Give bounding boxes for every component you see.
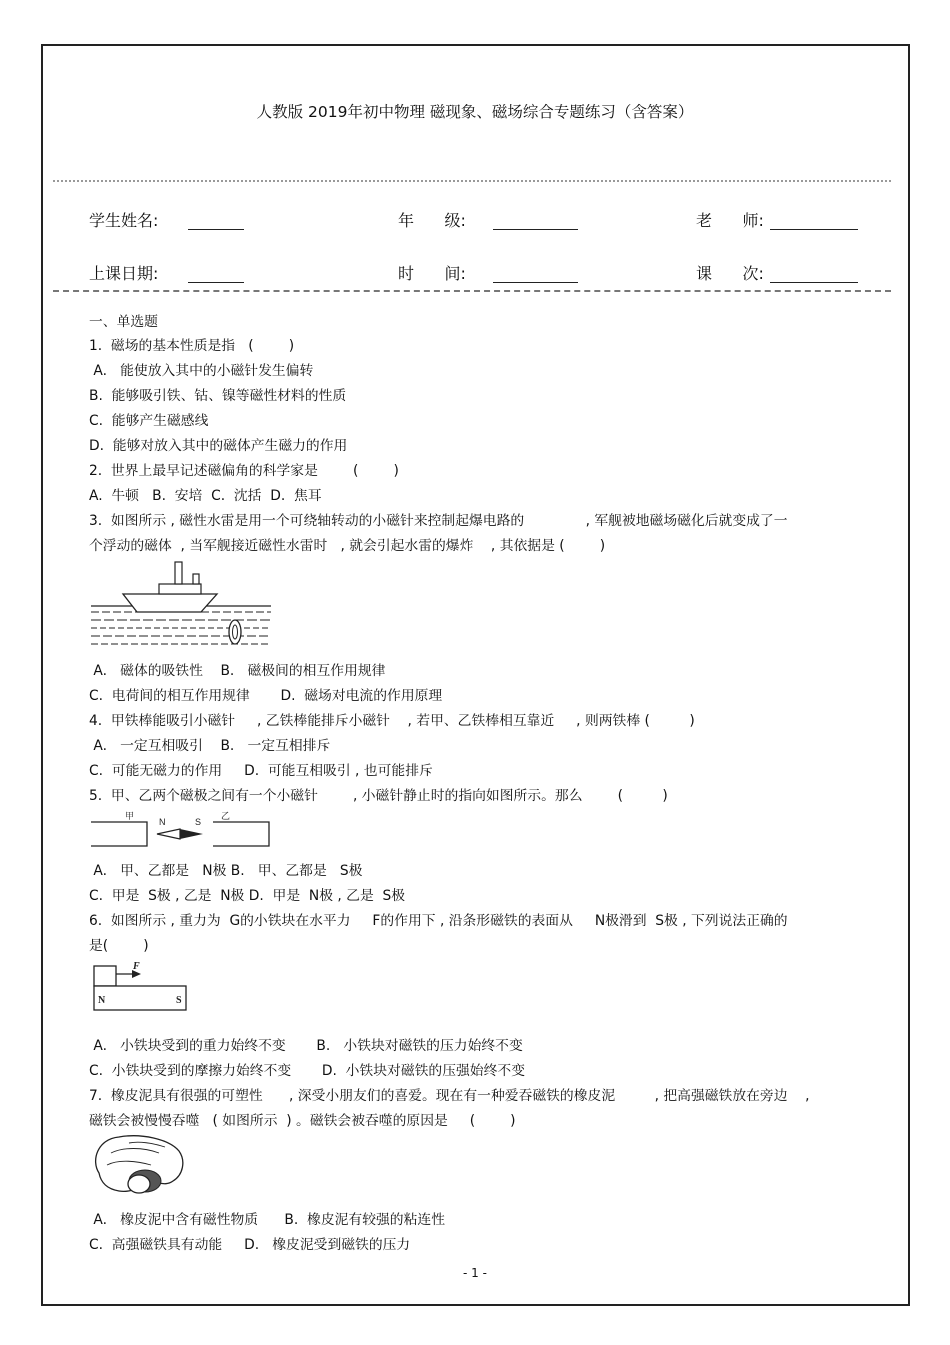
q3-options-row-1: A. 磁体的吸铁性 B. 磁极间的相互作用规律 [89, 663, 386, 679]
bar-magnet-figure [89, 960, 194, 1015]
question-1: 1. 磁场的基本性质是指 ( ) [89, 338, 295, 354]
dotted-divider [53, 180, 891, 182]
page-title: 人教版 2019年初中物理 磁现象、磁场综合专题练习（含答案） [256, 103, 694, 121]
q7-options-row-2: C. 高强磁铁具有动能 D. 橡皮泥受到磁铁的压力 [89, 1237, 411, 1253]
dashed-divider [53, 290, 891, 292]
session-blank[interactable] [770, 282, 858, 283]
putty-magnet-figure [89, 1133, 189, 1201]
needle-n-label: N [159, 817, 166, 827]
class-date-label: 上课日期: [89, 264, 159, 283]
q5-options-row-1: A. 甲、乙都是 N极 B. 甲、乙都是 S极 [89, 863, 363, 879]
magnet-s-label: S [176, 995, 182, 1006]
needle-s-label: S [195, 817, 202, 827]
q1-option-b: B. 能够吸引铁、钴、镍等磁性材料的性质 [89, 388, 347, 404]
student-name-label: 学生姓名: [89, 211, 159, 230]
teacher-blank[interactable] [770, 229, 858, 230]
q1-option-c: C. 能够产生磁感线 [89, 413, 209, 429]
question-6-line-2: 是( ) [89, 938, 149, 954]
right-pole-label: 乙 [221, 811, 231, 821]
question-7-line-2: 磁铁会被慢慢吞噬 ( 如图所示 ) 。磁铁会被吞噬的原因是 ( ) [89, 1113, 516, 1129]
section-heading: 一、单选题 [89, 314, 158, 330]
class-date-blank[interactable] [188, 282, 244, 283]
q2-options: A. 牛顿 B. 安培 C. 沈括 D. 焦耳 [89, 488, 322, 504]
time-label: 时 间: [398, 264, 466, 283]
magnet-n-label: N [98, 995, 106, 1006]
q6-options-row-2: C. 小铁块受到的摩擦力始终不变 D. 小铁块对磁铁的压强始终不变 [89, 1063, 525, 1079]
question-3-line-2: 个浮动的磁体 , 当军舰接近磁性水雷时 , 就会引起水雷的爆炸 , 其依据是 ( ) [89, 538, 606, 554]
question-2: 2. 世界上最早记述磁偏角的科学家是 ( ) [89, 463, 399, 479]
force-label: F [133, 961, 140, 972]
question-4: 4. 甲铁棒能吸引小磁针 , 乙铁棒能排斥小磁针 , 若甲、乙铁棒相互靠近 , 则两铁棒 ( ) [89, 713, 695, 729]
q1-option-d: D. 能够对放入其中的磁体产生磁力的作用 [89, 438, 348, 454]
page-number: - 1 - [463, 1266, 487, 1280]
q4-options-row-2: C. 可能无磁力的作用 D. 可能互相吸引 , 也可能排斥 [89, 763, 433, 779]
q7-options-row-1: A. 橡皮泥中含有磁性物质 B. 橡皮泥有较强的粘连性 [89, 1212, 445, 1228]
q6-options-row-1: A. 小铁块受到的重力始终不变 B. 小铁块对磁铁的压力始终不变 [89, 1038, 523, 1054]
teacher-label: 老 师: [696, 211, 764, 230]
time-blank[interactable] [493, 282, 578, 283]
magnet-poles-figure [89, 808, 274, 850]
grade-blank[interactable] [493, 229, 578, 230]
session-label: 课 次: [696, 264, 764, 283]
q5-options-row-2: C. 甲是 S极 , 乙是 N极 D. 甲是 N极 , 乙是 S极 [89, 888, 406, 904]
student-name-blank[interactable] [188, 229, 244, 230]
grade-label: 年 级: [398, 211, 466, 230]
question-3-line-1: 3. 如图所示 , 磁性水雷是用一个可绕轴转动的小磁针来控制起爆电路的 , 军舰被地磁场磁化后就变成了一 [89, 513, 788, 529]
q1-option-a: A. 能使放入其中的小磁针发生偏转 [89, 363, 314, 379]
question-7-line-1: 7. 橡皮泥具有很强的可塑性 , 深受小朋友们的喜爱。现在有一种爱吞磁铁的橡皮泥 , 把高强磁铁放在旁边 , [89, 1088, 810, 1104]
q4-options-row-1: A. 一定互相吸引 B. 一定互相排斥 [89, 738, 331, 754]
question-6-line-1: 6. 如图所示 , 重力为 G的小铁块在水平力 F的作用下 , 沿条形磁铁的表面从 N极滑到 S极 , 下列说法正确的 [89, 913, 788, 929]
left-pole-label: 甲 [125, 811, 135, 821]
warship-mine-figure [89, 560, 274, 648]
question-5: 5. 甲、乙两个磁极之间有一个小磁针 , 小磁针静止时的指向如图所示。那么 ( ) [89, 788, 668, 804]
q3-options-row-2: C. 电荷间的相互作用规律 D. 磁场对电流的作用原理 [89, 688, 443, 704]
